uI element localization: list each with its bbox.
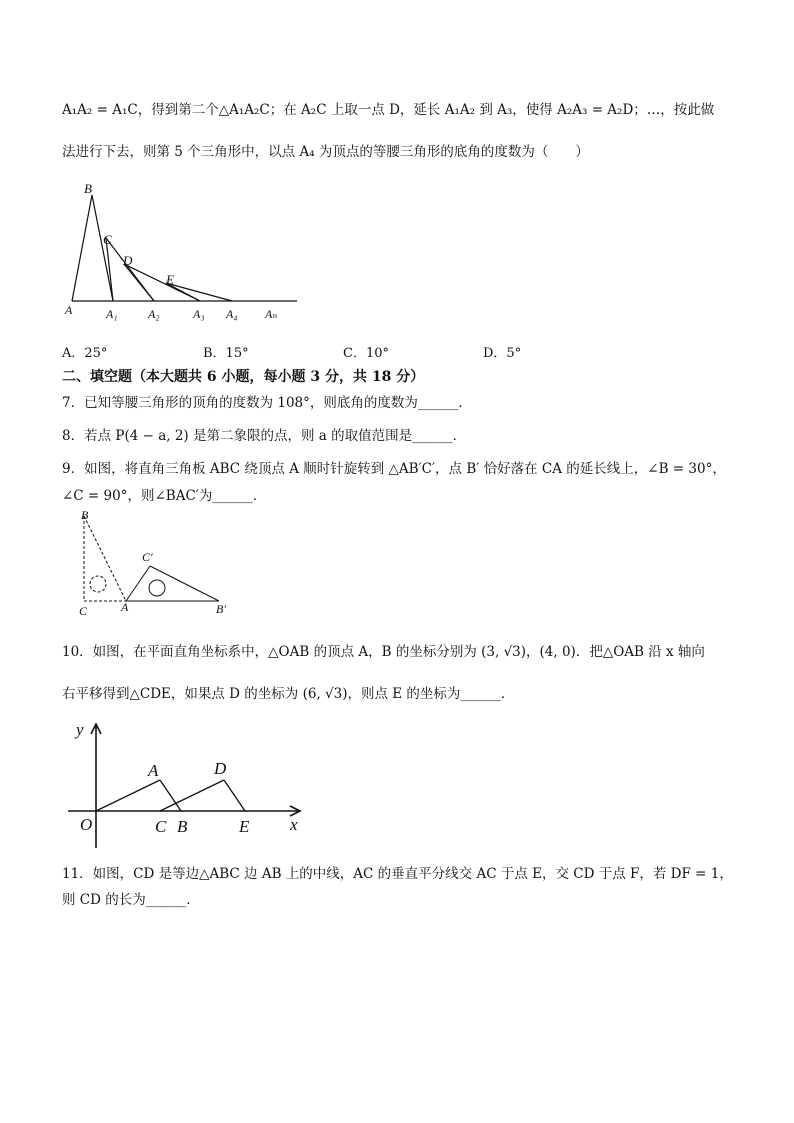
fig6-label-A4: A₄: [226, 307, 238, 321]
fig10-label-x: x: [290, 815, 298, 834]
q6-option-d[interactable]: D．5°: [483, 346, 522, 361]
fig9-label-C: C: [79, 604, 88, 618]
fig10-label-y: y: [76, 720, 84, 739]
fig9-label-C-prime: C′: [142, 550, 153, 564]
q6-line1: A₁A₂ = A₁C，得到第二个△A₁A₂C；在 A₂C 上取一点 D，延长 A₁A₂ 到 A₃，使得 A₂A₃ = A₂D；…，按此做: [62, 102, 715, 118]
q7-text: 7．已知等腰三角形的顶角的度数为 108°，则底角的度数为______．: [62, 395, 472, 411]
fig10-label-D: D: [214, 759, 227, 778]
q9-line1: 9．如图，将直角三角板 ABC 绕顶点 A 顺时针旋转到 △AB′C′，点 B′ 恰好落在 CA 的延长线上，∠B = 30°，: [62, 461, 726, 477]
q10-line2: 右平移得到△CDE，如果点 D 的坐标为 (6, √3)，则点 E 的坐标为______．: [62, 686, 515, 702]
fig6-label-A3: A₃: [193, 307, 205, 321]
q11-line1: 11．如图，CD 是等边△ABC 边 AB 上的中线，AC 的垂直平分线交 AC 于点 E，交 CD 于点 F，若 DF = 1，: [62, 866, 733, 882]
q6-figure: [62, 180, 302, 325]
fig6-label-D: D: [123, 253, 133, 268]
fig10-label-C: C: [155, 817, 167, 836]
fig9-label-A: A: [121, 600, 129, 614]
fig6-label-A1: A₁: [106, 307, 118, 321]
q6-option-a[interactable]: A．25°: [62, 346, 108, 361]
q8-text: 8．若点 P(4 − a, 2) 是第二象限的点，则 a 的取值范围是______．: [62, 428, 467, 444]
q11-line2: 则 CD 的长为______．: [62, 892, 200, 908]
fig10-label-E: E: [239, 817, 250, 836]
fig9-label-B-prime: B′: [216, 602, 226, 616]
q6-line2: 法进行下去，则第 5 个三角形中，以点 A₄ 为顶点的等腰三角形的底角的度数为（ ）: [62, 144, 589, 160]
q9-line2: ∠C = 90°，则∠BAC′为______．: [62, 488, 267, 504]
fig6-label-A2: A₂: [148, 307, 160, 321]
fig6-label-C: C: [103, 232, 112, 247]
q6-option-c[interactable]: C．10°: [343, 346, 389, 361]
fig6-label-E: E: [166, 272, 174, 287]
fig10-label-A: A: [148, 761, 159, 780]
fig10-label-B: B: [177, 817, 188, 836]
q6-option-b[interactable]: B．15°: [203, 346, 249, 361]
q10-figure: [62, 720, 322, 850]
fig6-label-An: Aₙ: [265, 307, 278, 321]
q10-line1: 10．如图，在平面直角坐标系中，△OAB 的顶点 A，B 的坐标分别为 (3, √3)，(4, 0)．把△OAB 沿 x 轴向: [62, 644, 705, 660]
fig9-label-B: B: [81, 508, 89, 522]
fig6-label-A: A: [65, 303, 73, 317]
fig6-label-B: B: [84, 181, 92, 196]
fig10-label-O: O: [80, 815, 93, 834]
q9-figure: [74, 508, 254, 618]
section2-title: 二、填空题（本大题共 6 小题，每小题 3 分，共 18 分）: [62, 369, 425, 385]
